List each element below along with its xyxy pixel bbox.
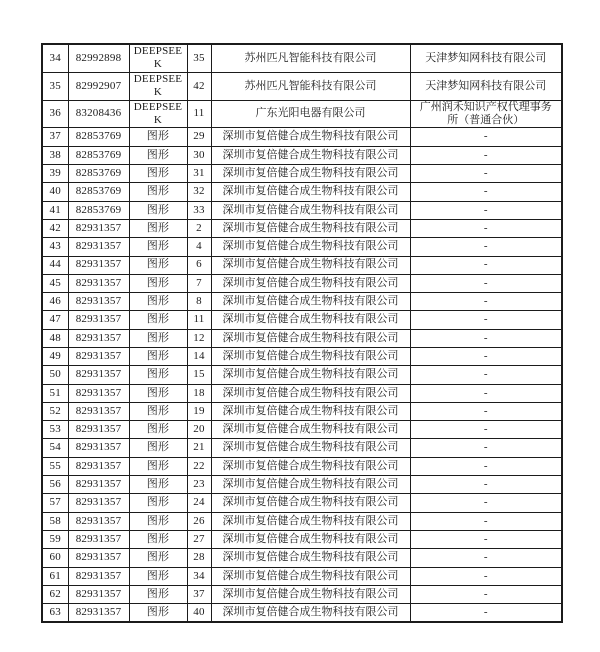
cell-agent: -	[410, 530, 562, 548]
cell-mark-name: 图形	[129, 402, 187, 420]
table-row	[42, 72, 562, 100]
cell-agent: -	[410, 439, 562, 457]
cell-class-number: 4	[187, 238, 211, 256]
trademark-table	[41, 43, 563, 623]
cell-agent: -	[410, 219, 562, 237]
table-row	[42, 146, 562, 164]
table-row	[42, 494, 562, 512]
cell-index: 55	[42, 457, 68, 475]
cell-index: 60	[42, 549, 68, 567]
cell-class-number: 30	[187, 146, 211, 164]
cell-mark-name: 图形	[129, 476, 187, 494]
cell-agent: -	[410, 329, 562, 347]
cell-applicant: 深圳市复倍健合成生物科技有限公司	[211, 329, 410, 347]
cell-agent: -	[410, 274, 562, 292]
table-row	[42, 421, 562, 439]
cell-mark-name: 图形	[129, 530, 187, 548]
cell-application-number: 82931357	[68, 530, 129, 548]
table-row	[42, 567, 562, 585]
cell-applicant: 深圳市复倍健合成生物科技有限公司	[211, 201, 410, 219]
cell-mark-name: 图形	[129, 311, 187, 329]
cell-index: 48	[42, 329, 68, 347]
cell-mark-name: 图形	[129, 421, 187, 439]
cell-application-number: 82931357	[68, 384, 129, 402]
cell-applicant: 苏州匹凡智能科技有限公司	[211, 44, 410, 72]
cell-applicant: 深圳市复倍健合成生物科技有限公司	[211, 530, 410, 548]
cell-index: 35	[42, 72, 68, 100]
cell-mark-name: 图形	[129, 219, 187, 237]
cell-mark-name: 图形	[129, 348, 187, 366]
cell-application-number: 82931357	[68, 512, 129, 530]
cell-agent: -	[410, 293, 562, 311]
cell-application-number: 82931357	[68, 311, 129, 329]
cell-application-number: 82931357	[68, 567, 129, 585]
table-row	[42, 402, 562, 420]
cell-agent: -	[410, 165, 562, 183]
cell-application-number: 82853769	[68, 183, 129, 201]
cell-agent: 天津梦知网科技有限公司	[410, 72, 562, 100]
cell-mark-name: DEEPSEEK	[129, 100, 187, 128]
cell-class-number: 34	[187, 567, 211, 585]
cell-class-number: 37	[187, 585, 211, 603]
cell-index: 41	[42, 201, 68, 219]
cell-mark-name: 图形	[129, 256, 187, 274]
cell-class-number: 18	[187, 384, 211, 402]
cell-index: 40	[42, 183, 68, 201]
cell-index: 58	[42, 512, 68, 530]
cell-agent: -	[410, 421, 562, 439]
cell-mark-name: 图形	[129, 329, 187, 347]
cell-index: 47	[42, 311, 68, 329]
table-row	[42, 311, 562, 329]
table-row	[42, 530, 562, 548]
table-row	[42, 201, 562, 219]
cell-index: 50	[42, 366, 68, 384]
cell-agent: -	[410, 494, 562, 512]
cell-class-number: 11	[187, 311, 211, 329]
cell-class-number: 20	[187, 421, 211, 439]
cell-application-number: 82931357	[68, 604, 129, 623]
cell-application-number: 83208436	[68, 100, 129, 128]
cell-application-number: 82931357	[68, 256, 129, 274]
cell-applicant: 深圳市复倍健合成生物科技有限公司	[211, 585, 410, 603]
cell-application-number: 82931357	[68, 439, 129, 457]
cell-application-number: 82853769	[68, 165, 129, 183]
cell-mark-name: 图形	[129, 128, 187, 146]
cell-class-number: 11	[187, 100, 211, 128]
cell-class-number: 26	[187, 512, 211, 530]
cell-class-number: 28	[187, 549, 211, 567]
table-row	[42, 384, 562, 402]
cell-index: 59	[42, 530, 68, 548]
cell-agent: -	[410, 476, 562, 494]
cell-mark-name: 图形	[129, 293, 187, 311]
cell-applicant: 深圳市复倍健合成生物科技有限公司	[211, 384, 410, 402]
cell-mark-name: 图形	[129, 384, 187, 402]
cell-mark-name: 图形	[129, 549, 187, 567]
cell-applicant: 深圳市复倍健合成生物科技有限公司	[211, 476, 410, 494]
table-row	[42, 348, 562, 366]
cell-applicant: 深圳市复倍健合成生物科技有限公司	[211, 219, 410, 237]
cell-index: 52	[42, 402, 68, 420]
cell-index: 51	[42, 384, 68, 402]
cell-agent: -	[410, 238, 562, 256]
cell-application-number: 82931357	[68, 348, 129, 366]
cell-mark-name: 图形	[129, 366, 187, 384]
cell-agent: -	[410, 146, 562, 164]
cell-applicant: 深圳市复倍健合成生物科技有限公司	[211, 311, 410, 329]
table-row	[42, 439, 562, 457]
cell-class-number: 40	[187, 604, 211, 623]
cell-agent: -	[410, 512, 562, 530]
cell-applicant: 深圳市复倍健合成生物科技有限公司	[211, 183, 410, 201]
table-row	[42, 476, 562, 494]
table-row	[42, 329, 562, 347]
cell-applicant: 深圳市复倍健合成生物科技有限公司	[211, 439, 410, 457]
cell-application-number: 82931357	[68, 549, 129, 567]
cell-index: 54	[42, 439, 68, 457]
cell-applicant: 深圳市复倍健合成生物科技有限公司	[211, 165, 410, 183]
table-row	[42, 238, 562, 256]
cell-agent: -	[410, 256, 562, 274]
cell-applicant: 深圳市复倍健合成生物科技有限公司	[211, 567, 410, 585]
cell-index: 46	[42, 293, 68, 311]
cell-agent: -	[410, 585, 562, 603]
cell-applicant: 深圳市复倍健合成生物科技有限公司	[211, 604, 410, 623]
cell-agent: -	[410, 128, 562, 146]
table-row	[42, 457, 562, 475]
cell-class-number: 29	[187, 128, 211, 146]
cell-class-number: 21	[187, 439, 211, 457]
table-row	[42, 604, 562, 623]
cell-index: 42	[42, 219, 68, 237]
cell-class-number: 12	[187, 329, 211, 347]
table-body	[42, 44, 562, 622]
cell-mark-name: 图形	[129, 494, 187, 512]
cell-mark-name: 图形	[129, 146, 187, 164]
cell-mark-name: 图形	[129, 439, 187, 457]
table-row	[42, 549, 562, 567]
cell-class-number: 31	[187, 165, 211, 183]
table-row	[42, 183, 562, 201]
cell-application-number: 82853769	[68, 146, 129, 164]
cell-index: 61	[42, 567, 68, 585]
table-row	[42, 293, 562, 311]
cell-application-number: 82931357	[68, 219, 129, 237]
table-row	[42, 44, 562, 72]
cell-index: 38	[42, 146, 68, 164]
cell-application-number: 82931357	[68, 421, 129, 439]
cell-mark-name: 图形	[129, 512, 187, 530]
cell-applicant: 苏州匹凡智能科技有限公司	[211, 72, 410, 100]
cell-agent: -	[410, 201, 562, 219]
cell-agent: -	[410, 457, 562, 475]
cell-applicant: 深圳市复倍健合成生物科技有限公司	[211, 494, 410, 512]
cell-applicant: 深圳市复倍健合成生物科技有限公司	[211, 348, 410, 366]
cell-agent: -	[410, 549, 562, 567]
cell-mark-name: 图形	[129, 201, 187, 219]
cell-application-number: 82931357	[68, 457, 129, 475]
cell-mark-name: 图形	[129, 274, 187, 292]
cell-index: 37	[42, 128, 68, 146]
cell-mark-name: 图形	[129, 238, 187, 256]
cell-agent: 广州润禾知识产权代理事务所（普通合伙）	[410, 100, 562, 128]
cell-class-number: 8	[187, 293, 211, 311]
table-row	[42, 366, 562, 384]
cell-application-number: 82931357	[68, 366, 129, 384]
cell-applicant: 深圳市复倍健合成生物科技有限公司	[211, 274, 410, 292]
cell-application-number: 82931357	[68, 274, 129, 292]
cell-application-number: 82931357	[68, 329, 129, 347]
cell-mark-name: 图形	[129, 604, 187, 623]
cell-applicant: 深圳市复倍健合成生物科技有限公司	[211, 238, 410, 256]
cell-index: 44	[42, 256, 68, 274]
cell-class-number: 2	[187, 219, 211, 237]
cell-index: 62	[42, 585, 68, 603]
cell-agent: 天津梦知网科技有限公司	[410, 44, 562, 72]
table-row	[42, 512, 562, 530]
cell-application-number: 82931357	[68, 238, 129, 256]
cell-application-number: 82931357	[68, 402, 129, 420]
cell-index: 39	[42, 165, 68, 183]
cell-agent: -	[410, 567, 562, 585]
cell-index: 45	[42, 274, 68, 292]
cell-applicant: 深圳市复倍健合成生物科技有限公司	[211, 402, 410, 420]
cell-application-number: 82853769	[68, 201, 129, 219]
cell-application-number: 82992907	[68, 72, 129, 100]
cell-applicant: 深圳市复倍健合成生物科技有限公司	[211, 128, 410, 146]
cell-class-number: 15	[187, 366, 211, 384]
cell-mark-name: 图形	[129, 457, 187, 475]
cell-application-number: 82853769	[68, 128, 129, 146]
cell-class-number: 19	[187, 402, 211, 420]
cell-agent: -	[410, 384, 562, 402]
cell-class-number: 23	[187, 476, 211, 494]
cell-application-number: 82992898	[68, 44, 129, 72]
cell-index: 43	[42, 238, 68, 256]
cell-mark-name: DEEPSEEK	[129, 72, 187, 100]
cell-agent: -	[410, 402, 562, 420]
cell-application-number: 82931357	[68, 585, 129, 603]
cell-index: 34	[42, 44, 68, 72]
cell-mark-name: 图形	[129, 165, 187, 183]
cell-index: 49	[42, 348, 68, 366]
cell-class-number: 14	[187, 348, 211, 366]
cell-agent: -	[410, 604, 562, 623]
cell-applicant: 深圳市复倍健合成生物科技有限公司	[211, 421, 410, 439]
cell-agent: -	[410, 366, 562, 384]
cell-class-number: 32	[187, 183, 211, 201]
table-row	[42, 219, 562, 237]
cell-class-number: 33	[187, 201, 211, 219]
cell-application-number: 82931357	[68, 494, 129, 512]
cell-applicant: 深圳市复倍健合成生物科技有限公司	[211, 549, 410, 567]
cell-mark-name: DEEPSEEK	[129, 44, 187, 72]
cell-agent: -	[410, 348, 562, 366]
table-row	[42, 100, 562, 128]
cell-index: 57	[42, 494, 68, 512]
cell-applicant: 深圳市复倍健合成生物科技有限公司	[211, 293, 410, 311]
cell-applicant: 深圳市复倍健合成生物科技有限公司	[211, 146, 410, 164]
cell-applicant: 深圳市复倍健合成生物科技有限公司	[211, 256, 410, 274]
cell-class-number: 7	[187, 274, 211, 292]
cell-applicant: 深圳市复倍健合成生物科技有限公司	[211, 366, 410, 384]
cell-application-number: 82931357	[68, 476, 129, 494]
table-row	[42, 274, 562, 292]
cell-index: 63	[42, 604, 68, 623]
cell-applicant: 深圳市复倍健合成生物科技有限公司	[211, 512, 410, 530]
table-row	[42, 256, 562, 274]
cell-class-number: 6	[187, 256, 211, 274]
cell-mark-name: 图形	[129, 585, 187, 603]
cell-index: 53	[42, 421, 68, 439]
table-row	[42, 128, 562, 146]
cell-applicant: 广东光阳电器有限公司	[211, 100, 410, 128]
cell-agent: -	[410, 183, 562, 201]
cell-class-number: 35	[187, 44, 211, 72]
cell-agent: -	[410, 311, 562, 329]
table-row	[42, 165, 562, 183]
cell-application-number: 82931357	[68, 293, 129, 311]
cell-index: 36	[42, 100, 68, 128]
cell-class-number: 27	[187, 530, 211, 548]
cell-class-number: 42	[187, 72, 211, 100]
table-row	[42, 585, 562, 603]
cell-class-number: 22	[187, 457, 211, 475]
cell-index: 56	[42, 476, 68, 494]
cell-mark-name: 图形	[129, 183, 187, 201]
cell-mark-name: 图形	[129, 567, 187, 585]
cell-class-number: 24	[187, 494, 211, 512]
cell-applicant: 深圳市复倍健合成生物科技有限公司	[211, 457, 410, 475]
